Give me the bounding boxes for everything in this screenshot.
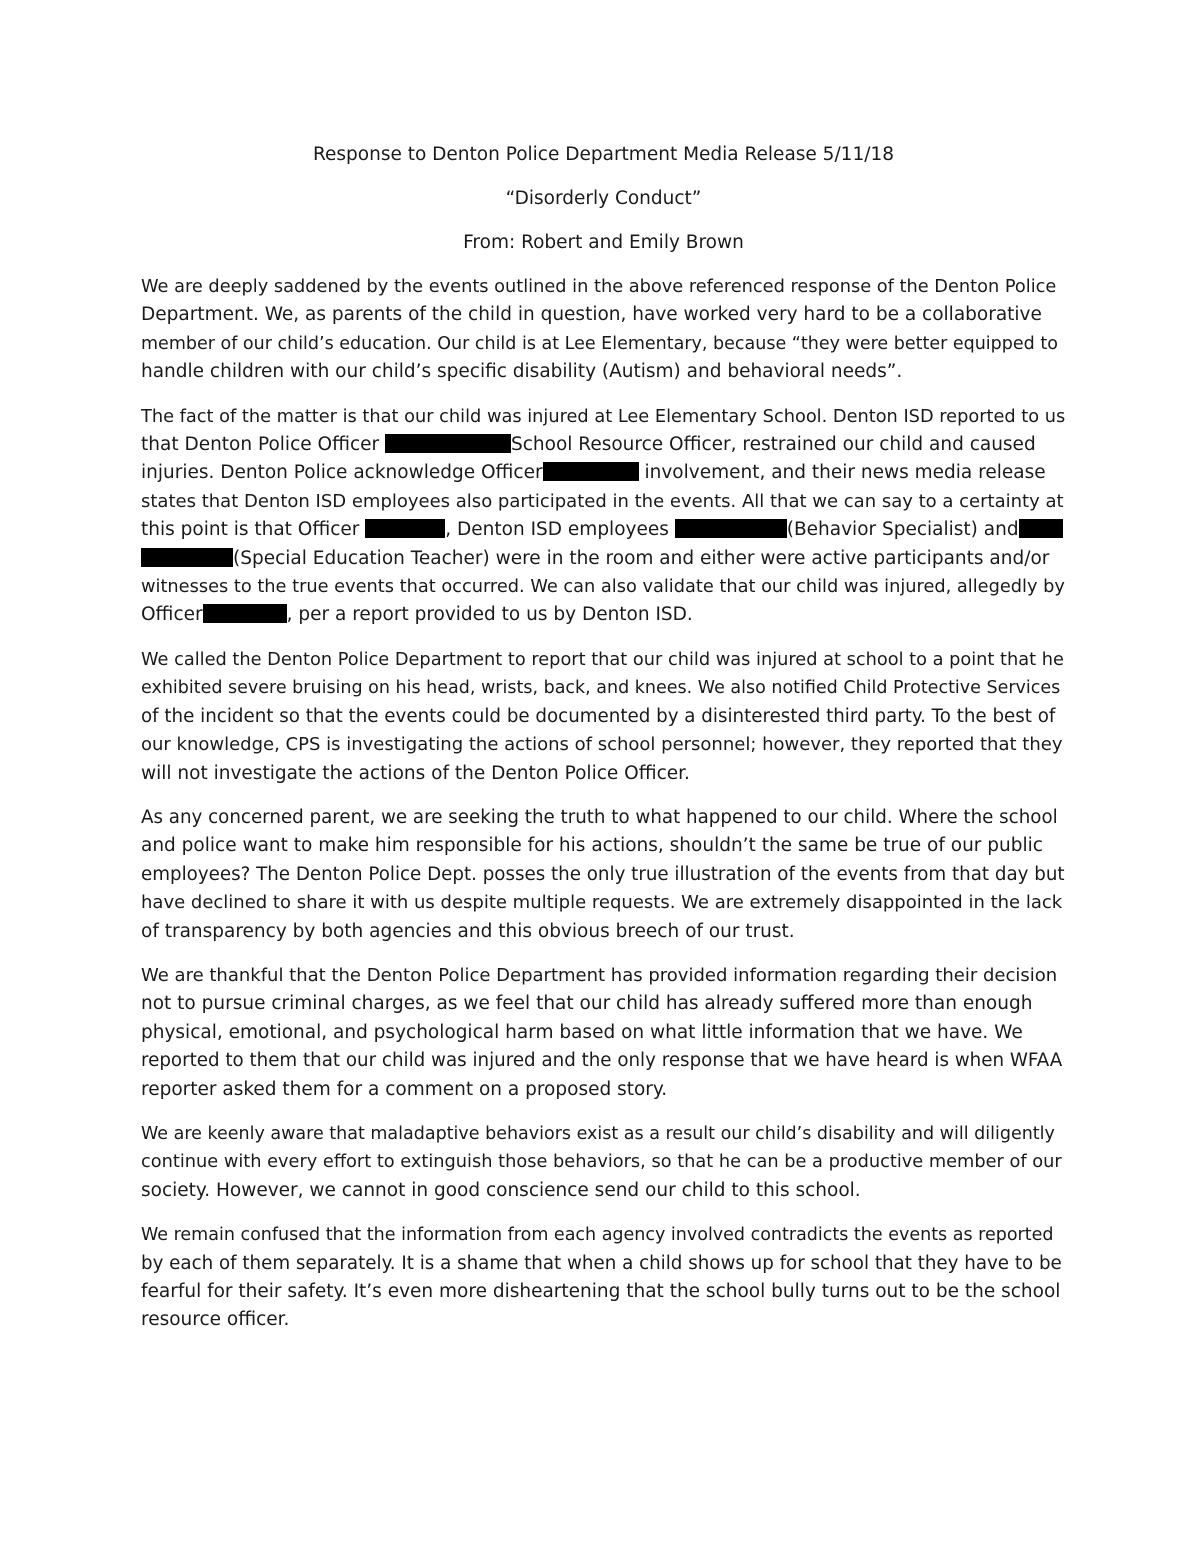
paragraph-line xyxy=(141,431,1066,459)
text-segment: Officer xyxy=(141,604,203,626)
paragraph-line: by each of them separately. It is a shame that when a child shows up for school that they have to be xyxy=(141,1252,1062,1274)
paragraph-line: As any concerned parent, we are seeking the truth to what happened to our child. Where the school xyxy=(141,806,1058,828)
document-subtitle: “Disorderly Conduct” xyxy=(505,188,702,209)
paragraph-line: We are deeply saddened by the events outlined in the above referenced response of the Denton Police xyxy=(141,277,1057,297)
document-from-line: From: Robert and Emily Brown xyxy=(463,232,744,253)
paragraph-line: will not investigate the actions of the Denton Police Officer. xyxy=(141,762,690,784)
paragraph-1 xyxy=(141,273,1066,387)
paragraph-line: member of our child’s education. Our child is at Lee Elementary, because “they were better equipped to xyxy=(141,333,1058,354)
paragraph-line: resource officer. xyxy=(141,1309,290,1331)
paragraph-line: We are thankful that the Denton Police Department has provided information regarding their decision xyxy=(141,964,1058,986)
paragraph-3 xyxy=(141,646,1066,788)
redaction-bar xyxy=(385,434,511,453)
text-segment: , Denton ISD employees xyxy=(445,519,675,541)
redaction-bar xyxy=(365,519,445,538)
paragraph-line: We remain confused that the information from each agency involved contradicts the events as reported xyxy=(141,1225,1054,1246)
text-segment: , per a report provided to us by Denton ISD. xyxy=(286,604,693,626)
document-page xyxy=(141,141,1066,1351)
paragraph-line xyxy=(141,459,1066,487)
paragraph-line: our knowledge, CPS is investigating the actions of school personnel; however, they reported that they xyxy=(141,734,1063,756)
paragraph-line: exhibited severe bruising on his head, wrists, back, and knees. We also notified Child Protective Services xyxy=(141,678,1061,699)
paragraph-line: and police want to make him responsible for his actions, shouldn’t the same be true of our public xyxy=(141,835,1043,857)
paragraph-line: handle children with our child’s specific disability (Autism) and behavioral needs”. xyxy=(141,361,903,383)
document-title: Response to Denton Police Department Media Release 5/11/18 xyxy=(313,144,894,165)
redaction-bar xyxy=(543,462,639,481)
text-segment: School Resource Officer, restrained our child and caused xyxy=(511,434,1036,456)
paragraph-line xyxy=(141,545,1066,573)
paragraph-2 xyxy=(141,403,1066,630)
redaction-bar xyxy=(675,519,787,538)
paragraph-line: fearful for their safety. It’s even more disheartening that the school bully turns out to be the school xyxy=(141,1281,1061,1302)
text-segment: involvement, and their news media release xyxy=(638,462,1046,484)
paragraph-line: employees? The Denton Police Dept. posses the only true illustration of the events from that day but xyxy=(141,863,1065,885)
paragraph-line: The fact of the matter is that our child was injured at Lee Elementary School. Denton ISD reported to us xyxy=(141,406,1066,427)
paragraph-line: witnesses to the true events that occurred. We can also validate that our child was injured, allegedly by xyxy=(141,577,1065,598)
paragraph-line: reported to them that our child was injured and the only response that we have heard is when WFAA xyxy=(141,1050,1063,1072)
paragraph-line: states that Denton ISD employees also participated in the events. All that we can say to a certainty at xyxy=(141,490,1064,512)
paragraph-line: We called the Denton Police Department to report that our child was injured at school to a point that he xyxy=(141,649,1064,670)
paragraph-7 xyxy=(141,1221,1066,1335)
text-segment: this point is that Officer xyxy=(141,519,366,541)
text-segment: that Denton Police Officer xyxy=(141,434,385,456)
text-segment: (Special Education Teacher) were in the room and either were active participants and/or xyxy=(233,547,1050,569)
paragraph-line: of the incident so that the events could be documented by a disinterested third party. To the best of xyxy=(141,705,1056,727)
paragraph-line: physical, emotional, and psychological harm based on what little information that we have. We xyxy=(141,1021,1023,1043)
paragraph-line: reporter asked them for a comment on a proposed story. xyxy=(141,1078,668,1100)
paragraph-line: society. However, we cannot in good conscience send our child to this school. xyxy=(141,1179,861,1201)
redaction-bar xyxy=(1019,519,1063,538)
paragraph-line xyxy=(141,516,1066,544)
text-segment: (Behavior Specialist) and xyxy=(786,519,1019,541)
paragraph-line: have declined to share it with us despite multiple requests. We are extremely disappointed in the lack xyxy=(141,892,1063,914)
paragraph-line: We are keenly aware that maladaptive behaviors exist as a result our child’s disability and will diligently xyxy=(141,1123,1055,1144)
paragraph-6 xyxy=(141,1120,1066,1205)
paragraph-4 xyxy=(141,804,1066,946)
paragraph-line: not to pursue criminal charges, as we feel that our child has already suffered more than enough xyxy=(141,993,1033,1015)
text-segment: injuries. Denton Police acknowledge Officer xyxy=(141,462,543,484)
redaction-bar xyxy=(203,604,287,623)
paragraph-line: Department. We, as parents of the child in question, have worked very hard to be a collaborative xyxy=(141,304,1042,326)
redaction-bar xyxy=(141,548,233,567)
paragraph-line: of transparency by both agencies and this obvious breech of our trust. xyxy=(141,920,795,942)
paragraph-line xyxy=(141,601,1066,629)
paragraph-line: continue with every effort to extinguish those behaviors, so that he can be a productive member of our xyxy=(141,1152,1062,1173)
paragraph-5 xyxy=(141,962,1066,1104)
